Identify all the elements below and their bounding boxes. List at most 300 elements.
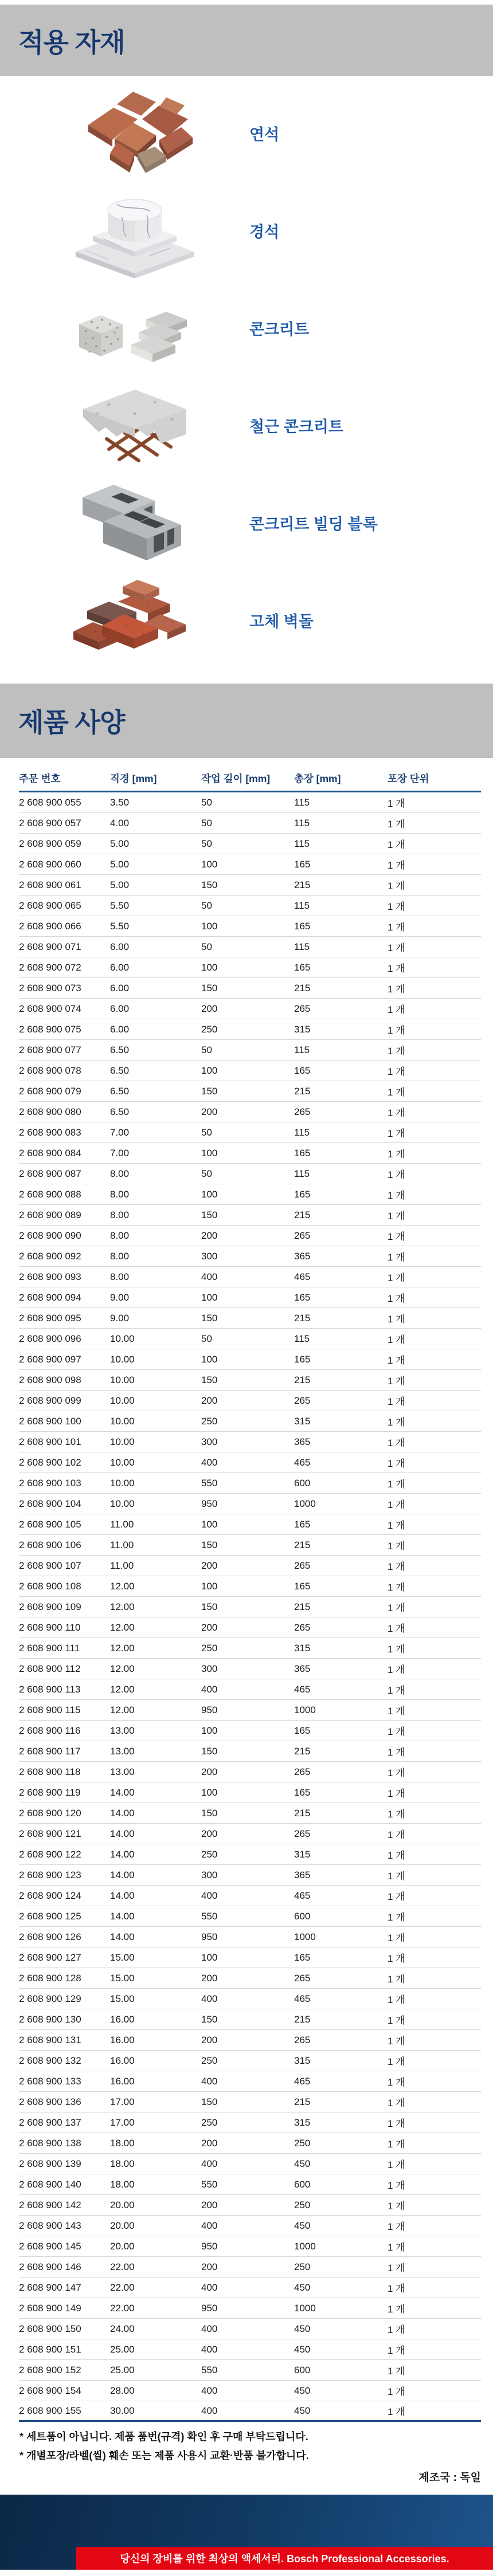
diameter-cell: 13.00 (110, 1745, 135, 1757)
order-number-cell: 2 608 900 127 (19, 1951, 81, 1963)
pack-unit-cell: 1 개 (388, 922, 405, 933)
diameter-cell: 8.00 (110, 1168, 130, 1179)
table-row (19, 813, 481, 834)
total-length-cell: 450 (294, 2323, 311, 2334)
material-row-concrete-building-block (0, 474, 493, 571)
total-length-cell: 165 (294, 1580, 311, 1592)
working-length-cell: 300 (201, 1436, 218, 1447)
table-row (19, 1721, 481, 1741)
total-length-cell: 215 (294, 982, 311, 994)
diameter-cell: 22.00 (110, 2261, 135, 2272)
working-length-cell: 150 (201, 1807, 218, 1819)
working-length-cell: 100 (201, 1291, 218, 1303)
total-length-cell: 165 (294, 961, 311, 973)
diameter-cell: 15.00 (110, 1993, 135, 2004)
pack-unit-cell: 1 개 (388, 1417, 405, 1428)
diameter-cell: 12.00 (110, 1704, 135, 1715)
diameter-cell: 14.00 (110, 1890, 135, 1901)
table-row (19, 1906, 481, 1927)
working-length-cell: 200 (201, 1230, 218, 1241)
diameter-cell: 20.00 (110, 2220, 135, 2231)
marble-stone-icon (69, 182, 201, 279)
pack-unit-cell: 1 개 (388, 1252, 405, 1263)
pack-unit-cell: 1 개 (388, 2345, 405, 2356)
table-row (19, 1287, 481, 1308)
total-length-cell: 215 (294, 1374, 311, 1385)
total-length-cell: 315 (294, 1023, 311, 1035)
pack-unit-cell: 1 개 (388, 1355, 405, 1366)
pack-unit-cell: 1 개 (388, 2221, 405, 2232)
working-length-cell: 100 (201, 1353, 218, 1365)
table-row (19, 854, 481, 875)
total-length-cell: 165 (294, 1147, 311, 1159)
order-number-cell: 2 608 900 065 (19, 900, 81, 911)
total-length-cell: 465 (294, 1993, 311, 2004)
diameter-cell: 28.00 (110, 2385, 135, 2396)
table-row (19, 1122, 481, 1143)
working-length-cell: 100 (201, 1786, 218, 1798)
working-length-cell: 150 (201, 1374, 218, 1385)
total-length-cell: 215 (294, 2096, 311, 2107)
table-row (19, 792, 481, 813)
working-length-cell: 50 (201, 796, 212, 808)
total-length-cell: 165 (294, 1065, 311, 1076)
total-length-cell: 165 (294, 1518, 311, 1530)
total-length-cell: 215 (294, 1539, 311, 1550)
pack-unit-cell: 1 개 (388, 2098, 405, 2108)
pack-unit-cell: 1 개 (388, 1273, 405, 1283)
hollow-block-icon (69, 477, 201, 568)
diameter-cell: 12.00 (110, 1621, 135, 1633)
diameter-cell: 17.00 (110, 2116, 135, 2128)
order-number-cell: 2 608 900 095 (19, 1312, 81, 1324)
order-number-cell: 2 608 900 126 (19, 1931, 81, 1942)
order-number-cell: 2 608 900 060 (19, 858, 81, 870)
concrete-image (69, 282, 201, 374)
working-length-cell: 400 (201, 2282, 218, 2293)
total-length-cell: 365 (294, 1250, 311, 1262)
order-number-cell: 2 608 900 106 (19, 1539, 81, 1550)
working-length-cell: 950 (201, 2302, 218, 2314)
working-length-cell: 50 (201, 1126, 212, 1138)
working-length-cell: 250 (201, 1642, 218, 1654)
working-length-cell: 50 (201, 1333, 212, 1344)
order-number-cell: 2 608 900 119 (19, 1786, 81, 1798)
working-length-cell: 400 (201, 2075, 218, 2087)
total-length-cell: 1000 (294, 1704, 316, 1715)
working-length-cell: 200 (201, 1766, 218, 1777)
reinforced-concrete-icon (69, 379, 201, 471)
total-length-cell: 450 (294, 2220, 311, 2231)
diameter-cell: 9.00 (110, 1291, 130, 1303)
total-length-cell: 215 (294, 1745, 311, 1757)
working-length-cell: 50 (201, 941, 212, 952)
pack-unit-cell: 1 개 (388, 1623, 405, 1634)
order-number-cell: 2 608 900 109 (19, 1601, 81, 1612)
material-label-curb-stone: 연석 (249, 125, 280, 143)
diameter-cell: 5.50 (110, 900, 130, 911)
footnotes (19, 2428, 481, 2484)
order-number-cell: 2 608 900 083 (19, 1126, 81, 1138)
working-length-cell: 150 (201, 1209, 218, 1220)
pack-unit-cell: 1 개 (388, 1664, 405, 1675)
order-number-cell: 2 608 900 113 (19, 1683, 81, 1695)
order-number-cell: 2 608 900 149 (19, 2302, 81, 2314)
diameter-cell: 5.00 (110, 858, 130, 870)
order-number-cell: 2 608 900 118 (19, 1766, 81, 1777)
material-row-hard-stone (0, 182, 493, 279)
pack-unit-cell: 1 개 (388, 1293, 405, 1304)
table-row (19, 2154, 481, 2174)
working-length-cell: 150 (201, 1312, 218, 1324)
order-number-cell: 2 608 900 139 (19, 2158, 81, 2169)
concrete-building-block-image (69, 477, 201, 568)
total-length-cell: 250 (294, 2261, 311, 2272)
pack-unit-cell: 1 개 (388, 2015, 405, 2026)
pack-unit-cell: 1 개 (388, 2304, 405, 2315)
order-number-cell: 2 608 900 116 (19, 1725, 81, 1736)
working-length-cell: 250 (201, 2055, 218, 2066)
diameter-cell: 3.50 (110, 796, 130, 808)
table-row (19, 2236, 481, 2257)
diameter-cell: 5.50 (110, 920, 130, 932)
table-row (19, 1267, 481, 1287)
diameter-cell: 10.00 (110, 1498, 135, 1509)
diameter-cell: 11.00 (110, 1560, 134, 1571)
total-length-cell: 265 (294, 1230, 311, 1241)
diameter-cell: 12.00 (110, 1683, 135, 1695)
pack-unit-cell: 1 개 (388, 2366, 405, 2377)
order-number-cell: 2 608 900 093 (19, 1271, 81, 1282)
order-number-cell: 2 608 900 131 (19, 2034, 81, 2045)
diameter-cell: 16.00 (110, 2055, 135, 2066)
pack-unit-cell: 1 개 (388, 1128, 405, 1139)
total-length-cell: 265 (294, 1560, 311, 1571)
column-header-working-length: 작업 길이 [mm] (201, 773, 271, 784)
working-length-cell: 200 (201, 1106, 218, 1117)
total-length-cell: 600 (294, 2178, 311, 2190)
table-row (19, 1803, 481, 1824)
pack-unit-cell: 1 개 (388, 1706, 405, 1717)
diameter-cell: 16.00 (110, 2034, 135, 2045)
pack-unit-cell: 1 개 (388, 1974, 405, 1985)
paving-stones-icon (69, 87, 201, 179)
table-row (19, 1886, 481, 1906)
pack-unit-cell: 1 개 (388, 1108, 405, 1118)
total-length-cell: 450 (294, 2343, 311, 2355)
diameter-cell: 10.00 (110, 1436, 135, 1447)
pack-unit-cell: 1 개 (388, 1066, 405, 1077)
diameter-cell: 6.50 (110, 1044, 130, 1055)
pack-unit-cell: 1 개 (388, 2263, 405, 2273)
diameter-cell: 14.00 (110, 1869, 135, 1880)
pack-unit-cell: 1 개 (388, 1541, 405, 1552)
table-row (19, 1597, 481, 1617)
pack-unit-cell: 1 개 (388, 1396, 405, 1407)
diameter-cell: 22.00 (110, 2302, 135, 2314)
total-length-cell: 450 (294, 2282, 311, 2293)
table-row (19, 2092, 481, 2112)
order-number-cell: 2 608 900 097 (19, 1353, 81, 1365)
working-length-cell: 150 (201, 1601, 218, 1612)
total-length-cell: 250 (294, 2199, 311, 2210)
working-length-cell: 100 (201, 1147, 218, 1159)
working-length-cell: 200 (201, 2199, 218, 2210)
column-header-diameter: 직경 [mm] (110, 773, 157, 784)
diameter-cell: 8.00 (110, 1230, 130, 1241)
specs-section-banner (0, 684, 493, 758)
table-row (19, 1432, 481, 1452)
working-length-cell: 400 (201, 2220, 218, 2231)
diameter-cell: 14.00 (110, 1828, 135, 1839)
total-length-cell: 465 (294, 1271, 311, 1282)
pack-unit-cell: 1 개 (388, 881, 405, 892)
diameter-cell: 18.00 (110, 2178, 135, 2190)
solid-brick-image (69, 574, 201, 666)
total-length-cell: 265 (294, 1106, 311, 1117)
diameter-cell: 6.00 (110, 1003, 130, 1014)
table-row (19, 1391, 481, 1411)
order-number-cell: 2 608 900 079 (19, 1085, 81, 1097)
working-length-cell: 50 (201, 817, 212, 828)
working-length-cell: 400 (201, 2405, 218, 2416)
diameter-cell: 11.00 (110, 1518, 134, 1530)
pack-unit-cell: 1 개 (388, 2036, 405, 2047)
table-row (19, 1514, 481, 1535)
total-length-cell: 265 (294, 1621, 311, 1633)
table-row (19, 2133, 481, 2154)
table-row (19, 1494, 481, 1514)
order-number-cell: 2 608 900 073 (19, 982, 81, 994)
pack-unit-cell: 1 개 (388, 1561, 405, 1572)
diameter-cell: 10.00 (110, 1477, 135, 1489)
total-length-cell: 165 (294, 1353, 311, 1365)
order-number-cell: 2 608 900 105 (19, 1518, 81, 1530)
pack-unit-cell: 1 개 (388, 1953, 405, 1964)
pack-unit-cell: 1 개 (388, 1190, 405, 1201)
order-number-cell: 2 608 900 142 (19, 2199, 81, 2210)
total-length-cell: 365 (294, 1869, 311, 1880)
table-row (19, 896, 481, 916)
diameter-cell: 11.00 (110, 1539, 134, 1550)
table-row (19, 1947, 481, 1968)
diameter-cell: 24.00 (110, 2323, 135, 2334)
total-length-cell: 215 (294, 1085, 311, 1097)
working-length-cell: 150 (201, 1539, 218, 1550)
diameter-cell: 6.00 (110, 982, 130, 994)
diameter-cell: 14.00 (110, 1931, 135, 1942)
working-length-cell: 150 (201, 2013, 218, 2025)
total-length-cell: 315 (294, 2055, 311, 2066)
order-number-cell: 2 608 900 061 (19, 879, 81, 890)
working-length-cell: 400 (201, 2323, 218, 2334)
pack-unit-cell: 1 개 (388, 963, 405, 974)
pack-unit-cell: 1 개 (388, 943, 405, 953)
pack-unit-cell: 1 개 (388, 2201, 405, 2212)
total-length-cell: 315 (294, 1848, 311, 1860)
table-row (19, 937, 481, 957)
table-row (19, 2051, 481, 2071)
pack-unit-cell: 1 개 (388, 1850, 405, 1861)
table-row (19, 1700, 481, 1721)
working-length-cell: 300 (201, 1869, 218, 1880)
order-number-cell: 2 608 900 112 (19, 1663, 81, 1674)
table-row (19, 1968, 481, 1989)
total-length-cell: 1000 (294, 2302, 316, 2314)
working-length-cell: 150 (201, 2096, 218, 2107)
table-row (19, 2401, 481, 2422)
pack-unit-cell: 1 개 (388, 2159, 405, 2170)
pack-unit-cell: 1 개 (388, 984, 405, 995)
spec-table (19, 766, 481, 2422)
total-length-cell: 265 (294, 1766, 311, 1777)
working-length-cell: 200 (201, 1972, 218, 1984)
specs-section-title: 제품 사양 (18, 708, 125, 737)
diameter-cell: 12.00 (110, 1580, 135, 1592)
pack-unit-cell: 1 개 (388, 1933, 405, 1943)
table-row (19, 1308, 481, 1329)
order-number-cell: 2 608 900 080 (19, 1106, 81, 1117)
pack-unit-cell: 1 개 (388, 819, 405, 830)
pack-unit-cell: 1 개 (388, 1025, 405, 1036)
total-length-cell: 1000 (294, 2240, 316, 2252)
total-length-cell: 315 (294, 2116, 311, 2128)
diameter-cell: 8.00 (110, 1188, 130, 1200)
diameter-cell: 12.00 (110, 1601, 135, 1612)
pack-unit-cell: 1 개 (388, 2283, 405, 2294)
diameter-cell: 9.00 (110, 1312, 130, 1324)
total-length-cell: 165 (294, 1786, 311, 1798)
total-length-cell: 465 (294, 1456, 311, 1468)
order-number-cell: 2 608 900 092 (19, 1250, 81, 1262)
diameter-cell: 10.00 (110, 1333, 135, 1344)
pack-unit-cell: 1 개 (388, 1891, 405, 1902)
working-length-cell: 400 (201, 1993, 218, 2004)
table-row (19, 1638, 481, 1659)
pack-unit-cell: 1 개 (388, 860, 405, 871)
pack-unit-cell: 1 개 (388, 1644, 405, 1655)
pack-unit-cell: 1 개 (388, 1004, 405, 1015)
pack-unit-cell: 1 개 (388, 1829, 405, 1840)
material-label-reinforced-concrete: 철근 콘크리트 (249, 418, 343, 435)
table-row (19, 875, 481, 896)
table-row (19, 1452, 481, 1473)
working-length-cell: 100 (201, 1951, 218, 1963)
working-length-cell: 300 (201, 1663, 218, 1674)
total-length-cell: 215 (294, 1807, 311, 1819)
diameter-cell: 6.00 (110, 941, 130, 952)
table-row (19, 2112, 481, 2133)
working-length-cell: 200 (201, 1828, 218, 1839)
total-length-cell: 215 (294, 2013, 311, 2025)
hard-stone-image (69, 182, 201, 279)
working-length-cell: 400 (201, 2158, 218, 2169)
total-length-cell: 265 (294, 1395, 311, 1406)
material-label-hard-stone: 경석 (249, 223, 280, 241)
order-number-cell: 2 608 900 128 (19, 1972, 81, 1984)
total-length-cell: 450 (294, 2158, 311, 2169)
total-length-cell: 365 (294, 1663, 311, 1674)
working-length-cell: 250 (201, 1023, 218, 1035)
diameter-cell: 6.00 (110, 1023, 130, 1035)
footer-banner (0, 2495, 493, 2570)
working-length-cell: 100 (201, 1518, 218, 1530)
pack-unit-cell: 1 개 (388, 1520, 405, 1531)
order-number-cell: 2 608 900 143 (19, 2220, 81, 2231)
working-length-cell: 200 (201, 2034, 218, 2045)
working-length-cell: 200 (201, 1003, 218, 1014)
pack-unit-cell: 1 개 (388, 1994, 405, 2005)
table-row (19, 1762, 481, 1782)
table-row (19, 1927, 481, 1947)
diameter-cell: 8.00 (110, 1250, 130, 1262)
table-row (19, 1782, 481, 1803)
diameter-cell: 8.00 (110, 1271, 130, 1282)
order-number-cell: 2 608 900 121 (19, 1828, 81, 1839)
working-length-cell: 200 (201, 2137, 218, 2149)
order-number-cell: 2 608 900 132 (19, 2055, 81, 2066)
working-length-cell: 950 (201, 1704, 218, 1715)
diameter-cell: 10.00 (110, 1415, 135, 1427)
pack-unit-cell: 1 개 (388, 2386, 405, 2397)
working-length-cell: 100 (201, 1725, 218, 1736)
pack-unit-cell: 1 개 (388, 1169, 405, 1180)
table-row (19, 2360, 481, 2381)
pack-unit-cell: 1 개 (388, 901, 405, 912)
working-length-cell: 400 (201, 2385, 218, 2396)
working-length-cell: 100 (201, 1065, 218, 1076)
order-number-cell: 2 608 900 150 (19, 2323, 81, 2334)
table-row (19, 1164, 481, 1184)
total-length-cell: 315 (294, 1642, 311, 1654)
order-number-cell: 2 608 900 090 (19, 1230, 81, 1241)
order-number-cell: 2 608 900 107 (19, 1560, 81, 1571)
order-number-cell: 2 608 900 072 (19, 961, 81, 973)
pack-unit-cell: 1 개 (388, 1582, 405, 1593)
table-row (19, 2319, 481, 2339)
diameter-cell: 17.00 (110, 2096, 135, 2107)
diameter-cell: 14.00 (110, 1910, 135, 1922)
table-row (19, 1741, 481, 1762)
diameter-cell: 5.00 (110, 838, 130, 849)
table-row (19, 2216, 481, 2236)
total-length-cell: 115 (294, 1168, 310, 1179)
diameter-cell: 12.00 (110, 1663, 135, 1674)
diameter-cell: 18.00 (110, 2158, 135, 2169)
table-row (19, 834, 481, 854)
diameter-cell: 25.00 (110, 2343, 135, 2355)
total-length-cell: 450 (294, 2405, 311, 2416)
diameter-cell: 4.00 (110, 817, 130, 828)
table-row (19, 1081, 481, 1102)
working-length-cell: 100 (201, 1580, 218, 1592)
order-number-cell: 2 608 900 099 (19, 1395, 81, 1406)
working-length-cell: 200 (201, 2261, 218, 2272)
order-number-cell: 2 608 900 074 (19, 1003, 81, 1014)
concrete-steps-icon (69, 282, 201, 374)
table-row (19, 2174, 481, 2195)
table-row (19, 1679, 481, 1700)
total-length-cell: 115 (294, 796, 310, 808)
working-length-cell: 400 (201, 2343, 218, 2355)
working-length-cell: 550 (201, 2178, 218, 2190)
order-number-cell: 2 608 900 147 (19, 2282, 81, 2293)
diameter-cell: 12.00 (110, 1642, 135, 1654)
pack-unit-cell: 1 개 (388, 1438, 405, 1448)
diameter-cell: 7.00 (110, 1126, 130, 1138)
table-row (19, 2030, 481, 2051)
pack-unit-cell: 1 개 (388, 2324, 405, 2335)
